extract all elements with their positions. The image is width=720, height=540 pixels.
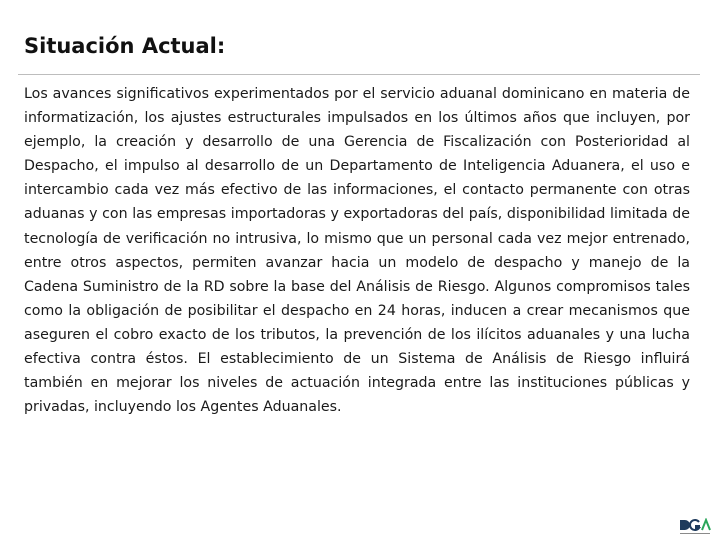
logo-d-mark bbox=[680, 520, 690, 530]
body-paragraph: Los avances significativos experimentados por el servicio aduanal dominicano en materia de informatización, los ajustes estructurales impulsados en los últimos años que incluyen, por ejemplo, la creación y desarrollo de una Gerencia de Fiscalización con Posterioridad al Despacho, el impulso al desarrollo de un Departamento de Inteligencia Aduanera, el uso e intercambio cada vez más efectivo de las informaciones, el contacto permanente con otras aduanas y con las empresas importadoras y exportadoras del país, disponibilidad limitada de tecnología de verificación no intrusiva, lo mismo que un personal cada vez mejor entrenado, entre otros aspectos, permiten avanzar hacia un modelo de despacho y manejo de la Cadena Suministro de la RD sobre la base del Análisis de Riesgo. Algunos compromisos tales como la obligación de posibilitar el despacho en 24 horas, inducen a crear mecanismos que aseguren el cobro exacto de los tributos, la prevención de los ilícitos aduanales y una lucha efectiva contra éstos. El establecimiento de un Sistema de Análisis de Riesgo influirá también en mejorar los niveles de actuación integrada entre las instituciones públicas y privadas, incluyendo los Agentes Aduanales. bbox=[24, 86, 690, 416]
slide-title: Situación Actual: bbox=[24, 34, 226, 58]
title-divider bbox=[18, 74, 700, 75]
logo-underline bbox=[680, 533, 710, 534]
dga-logo bbox=[678, 518, 712, 536]
slide-body bbox=[24, 82, 690, 419]
logo-g-mark bbox=[690, 520, 700, 530]
logo-a-mark bbox=[702, 520, 710, 530]
